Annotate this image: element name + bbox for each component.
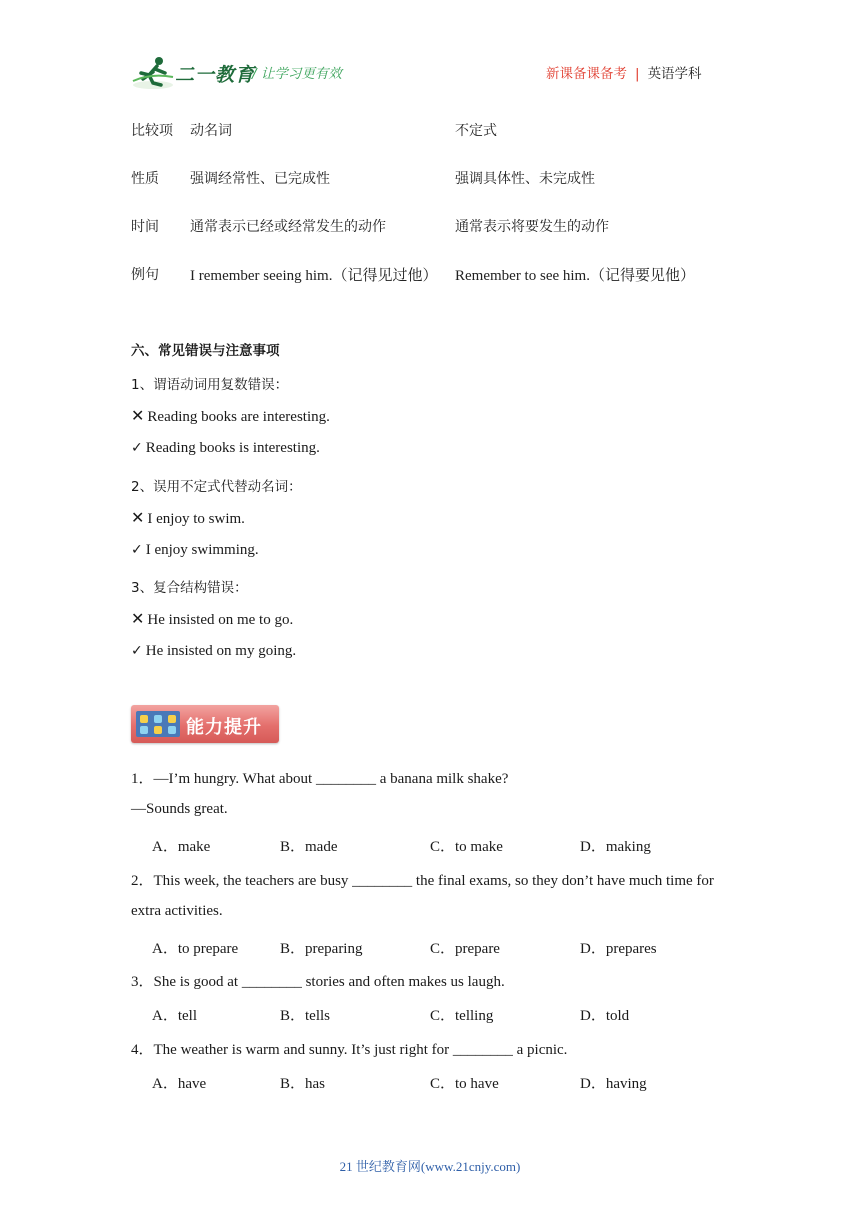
example-text: Reading books are interesting. [147,409,330,425]
header-subject: 英语学科 [647,66,702,82]
option-c: C．to have [430,1076,499,1092]
example-text: He insisted on my going. [145,643,297,659]
table-cell: 例句 [131,267,159,283]
cross-icon: ✕ [131,609,145,628]
option-a: A．tell [152,1008,197,1024]
table-cell: 动名词 [190,123,232,139]
error-heading: 1、谓语动词用复数错误： [131,377,289,393]
question-stem: 3．She is good at ________ stories and often makes us laugh. [131,974,505,990]
section-title: 六、常见错误与注意事项 [131,343,280,359]
ability-banner [131,705,279,743]
ability-icon [136,711,180,737]
table-cell: 强调具体性、未完成性 [455,171,595,187]
option-d: D．told [580,1008,630,1024]
example-text: I enjoy to swim. [147,511,245,527]
example-text: Reading books is interesting. [145,440,320,456]
question-stem: 4．The weather is warm and sunny. It’s just right for ________ a picnic. [131,1042,568,1058]
banner-label: 能力提升 [186,717,262,738]
right-example [131,643,296,660]
check-icon: ✓ [131,643,143,659]
table-cell: 比较项 [131,123,173,139]
header-tag: 新课备课备考 [546,66,627,82]
right-example [131,542,259,559]
logo-text: 二一教育 [175,64,256,86]
footer: 21 世纪教育网(www.21cnjy.com) [339,1159,521,1174]
error-heading: 3、复合结构错误： [131,580,248,596]
option-c: C．to make [430,839,503,855]
example-text: I enjoy swimming. [145,542,259,558]
wrong-example [131,508,245,528]
option-d: D．prepares [580,941,657,957]
table-cell: Remember to see him.（记得要见他） [455,268,695,284]
option-c: C．prepare [430,941,500,957]
option-a: A．have [152,1076,207,1092]
question-stem: —Sounds great. [131,801,228,817]
header-right [546,62,702,82]
table-cell: 通常表示已经或经常发生的动作 [190,219,386,235]
option-b: B．has [280,1076,326,1092]
runner-logo-icon [131,55,177,91]
error-heading: 2、误用不定式代替动名词： [131,479,302,495]
question-stem: 1．—I’m hungry. What about ________ a banana milk shake? [131,771,509,787]
option-b: B．tells [280,1008,331,1024]
wrong-example [131,609,293,629]
option-d: D．having [580,1076,647,1092]
option-a: A．make [152,839,211,855]
table-cell: 强调经常性、已完成性 [190,171,330,187]
question-stem: 2．This week, the teachers are busy ________ the final exams, so they don’t have much time for [131,873,714,889]
table-cell: 时间 [131,219,159,235]
table-cell: 不定式 [455,123,497,139]
wrong-example [131,406,330,426]
question-stem: extra activities. [131,903,223,919]
example-text: He insisted on me to go. [147,612,294,628]
table-cell: 通常表示将要发生的动作 [455,219,609,235]
cross-icon: ✕ [131,406,145,425]
table-cell: 性质 [131,171,159,187]
table-cell: I remember seeing him.（记得见过他） [190,268,438,284]
header-separator: | [635,66,640,82]
option-a: A．to prepare [152,941,239,957]
check-icon: ✓ [131,440,143,456]
slogan: / 让学习更有效 [252,66,342,82]
check-icon: ✓ [131,542,143,558]
cross-icon: ✕ [131,508,145,527]
option-b: B．made [280,839,338,855]
right-example [131,440,320,457]
option-d: D．making [580,839,651,855]
option-b: B．preparing [280,941,363,957]
option-c: C．telling [430,1008,494,1024]
